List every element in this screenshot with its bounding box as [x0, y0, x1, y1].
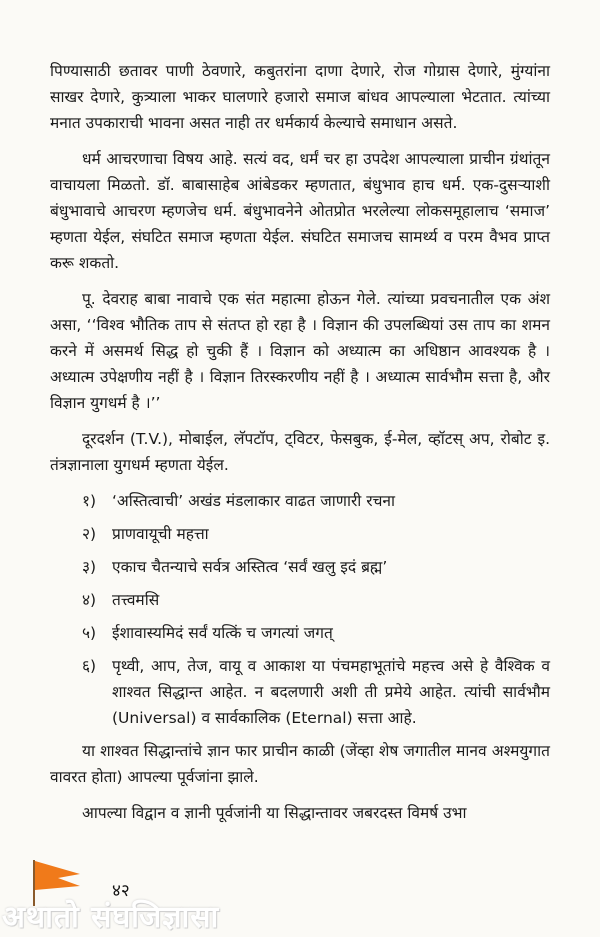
paragraph-6: आपल्या विद्वान व ज्ञानी पूर्वजांनी या सिद्धान्तावर जबरदस्त विमर्ष उभा	[82, 804, 467, 822]
list-number: ४)	[82, 591, 97, 609]
list-text: ईशावास्यमिदं सर्वं यत्किं च जगत्यां जगत्	[112, 624, 333, 642]
paragraph-2: धर्म आचरणाचा विषय आहे. सत्यं वद, धर्मं चर हा उपदेश आपल्याला प्राचीन ग्रंथांतून वाचायला मिळतो. डॉ. बाबासाहेब आंबेडकर म्हणतात, बंधुभाव हाच धर्म. एक-दुसऱ्याशी बंधुभावाचे आचरण म्हणजेच धर्म. बंधुभावनेने ओतप्रोत भरलेल्या लोकसमूहालाच ‘समाज’ म्हणता येईल, संघटित समाज म्हणता येईल. संघटित समाजच सामर्थ्य व परम वैभव प्राप्त करू शकतो.	[50, 150, 550, 272]
list-number: ६)	[82, 657, 97, 675]
list-item	[50, 620, 550, 646]
list-text: ‘अस्तित्वाची’ अखंड मंडलाकार वाढत जाणारी रचना	[112, 492, 396, 510]
list-number: १)	[82, 492, 97, 510]
book-title-watermark: अथातो संघजिज्ञासा	[2, 900, 220, 935]
list-item	[50, 653, 550, 731]
list-text: तत्त्वमसि	[112, 591, 160, 609]
list-text: प्राणवायूची महत्ता	[112, 525, 209, 543]
list-text: पृथ्वी, आप, तेज, वायू व आकाश या पंचमहाभूतांचे महत्त्व असे हे वैश्विक व शाश्वत सिद्धान्त आहेत. न बदलणारी अशी ती प्रमेये आहेत. त्यांची सार्वभौम (Universal) व सार्वकालिक (Eternal) सत्ता आहे.	[112, 657, 550, 727]
list-item	[50, 488, 550, 514]
list-item	[50, 587, 550, 613]
page-number: ४२	[112, 881, 130, 901]
list-number: ३)	[82, 558, 97, 576]
principles-list	[50, 488, 550, 731]
list-number: २)	[82, 525, 97, 543]
list-number: ५)	[82, 624, 97, 642]
page-body	[50, 58, 550, 836]
paragraph-4: दूरदर्शन (T.V.), मोबाईल, लॅपटॉप, ट्विटर, फेसबुक, ई-मेल, व्हॉटस् अप, रोबोट इ. तंत्रज्ञानाला युगधर्म म्हणता येईल.	[50, 430, 550, 474]
paragraph-5: या शाश्वत सिद्धान्तांचे ज्ञान फार प्राचीन काळी (जेंव्हा शेष जगातील मानव अश्मयुगात वावरत होता) आपल्या पूर्वजांना झाले.	[50, 742, 550, 786]
list-item	[50, 554, 550, 580]
paragraph-1: पिण्यासाठी छतावर पाणी ठेवणारे, कबुतरांना दाणा देणारे, रोज गोग्रास देणारे, मुंग्यांना साखर देणारे, कुत्र्याला भाकर घालणारे हजारो समाज बांधव आपल्याला भेटतात. त्यांच्या मनात उपकाराची भावना असत नाही तर धर्मकार्य केल्याचे समाधान असते.	[50, 62, 550, 132]
list-item	[50, 521, 550, 547]
paragraph-3: पू. देवराह बाबा नावाचे एक संत महात्मा होऊन गेले. त्यांच्या प्रवचनातील एक अंश असा, ‘‘विश्व भौतिक ताप से संतप्त हो रहा है । विज्ञान की उपलब्धियां उस ताप का शमन करने में असमर्थ सिद्ध हो चुकी हैं । विज्ञान को अध्यात्म का अधिष्ठान आवश्यक है । अध्यात्म उपेक्षणीय नहीं है । विज्ञान तिरस्करणीय नहीं है । अध्यात्म सार्वभौम सत्ता है, और विज्ञान युगधर्म है ।’’	[50, 290, 550, 412]
list-text: एकाच चैतन्याचे सर्वत्र अस्तित्व ‘सर्वं खलु इदं ब्रह्म’	[112, 558, 388, 576]
